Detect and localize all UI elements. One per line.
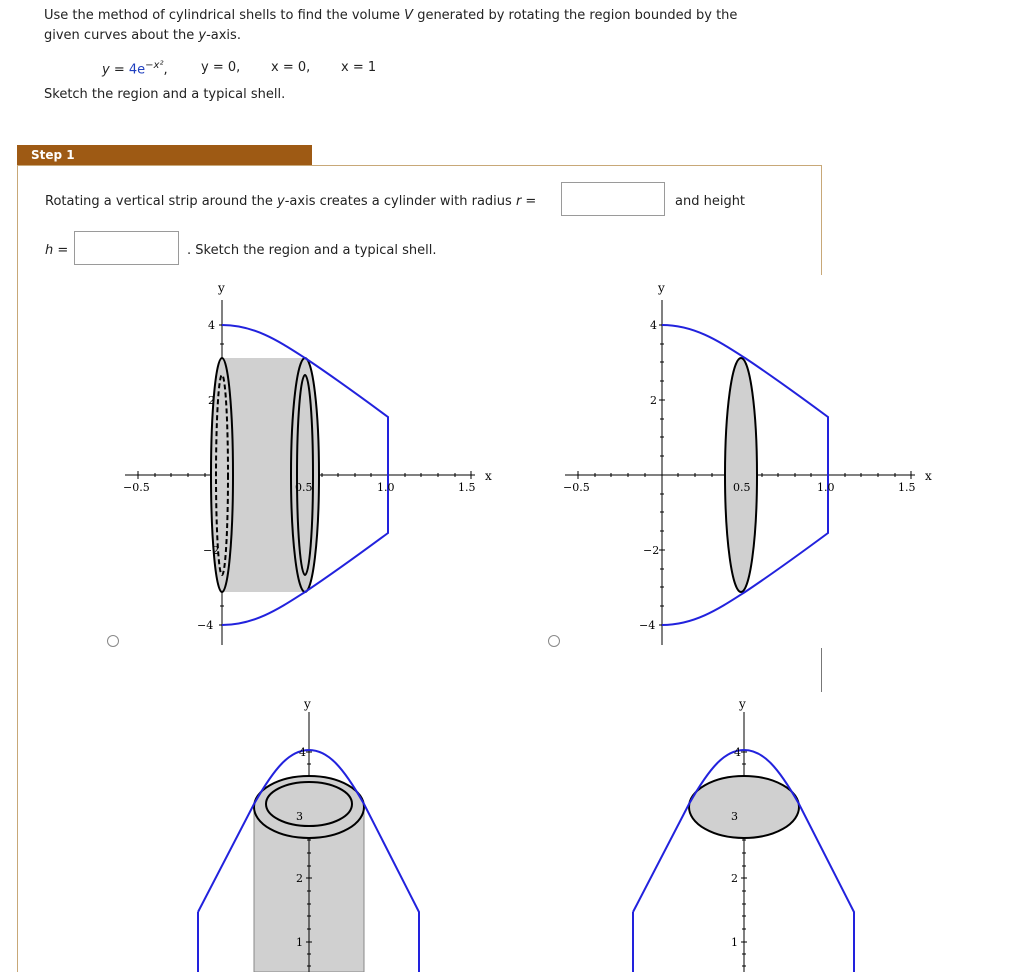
question-instruction: Sketch the region and a typical shell. bbox=[44, 87, 286, 102]
y-tick-label: 4 bbox=[650, 319, 657, 332]
y-tick-label: 4 bbox=[299, 746, 306, 759]
y-tick-label: −2 bbox=[643, 544, 660, 557]
height-variable: h bbox=[45, 243, 54, 258]
shell-outer-end bbox=[291, 358, 319, 592]
y-axis-label: y bbox=[304, 697, 311, 711]
x-axis-label: x bbox=[925, 469, 932, 483]
x-tick-label: 0.5 bbox=[295, 481, 313, 494]
x-tick-label: 0.5 bbox=[733, 481, 751, 494]
y-tick-label: 4 bbox=[734, 746, 741, 759]
y-tick-label: −4 bbox=[639, 619, 656, 632]
graph-option-1 bbox=[115, 280, 495, 650]
step-border-top bbox=[17, 165, 822, 166]
y-tick-label: 4 bbox=[208, 319, 215, 332]
x-tick-label: 1.0 bbox=[377, 481, 395, 494]
x-tick-label: −0.5 bbox=[123, 481, 150, 494]
curve-equation-4: x = 1 bbox=[341, 60, 377, 75]
x-tick-label: 1.0 bbox=[817, 481, 835, 494]
eq-exponent: −x² bbox=[145, 60, 164, 71]
y-tick-label: −4 bbox=[197, 619, 214, 632]
y-tick-label: 2 bbox=[650, 394, 657, 407]
curve-equation-1 bbox=[102, 60, 168, 77]
step-border-left bbox=[17, 165, 18, 972]
graph-option-2 bbox=[555, 280, 945, 650]
y-tick-label: 2 bbox=[731, 872, 738, 885]
shell-top-outer bbox=[254, 776, 364, 838]
x-axis-label: x bbox=[485, 469, 492, 483]
height-label bbox=[45, 243, 68, 258]
y-axis-label: y bbox=[739, 697, 746, 711]
y-tick-label: 2 bbox=[296, 872, 303, 885]
step-text: Rotating a vertical strip around the bbox=[45, 194, 278, 209]
question-text: Use the method of cylindrical shells to find the volume bbox=[44, 8, 405, 23]
eq-sep: , bbox=[163, 62, 168, 78]
height-input[interactable] bbox=[74, 231, 179, 265]
eq-sign: = bbox=[109, 62, 129, 78]
eq-lhs: y bbox=[102, 62, 110, 78]
question-text: generated by rotating the region bounded by the bbox=[413, 8, 738, 23]
step-border-right-lower bbox=[821, 648, 822, 692]
y-tick-label: 2 bbox=[208, 394, 215, 407]
step-text: = bbox=[521, 194, 537, 209]
volume-variable: V bbox=[404, 8, 414, 23]
step-text: -axis creates a cylinder with radius bbox=[284, 194, 516, 209]
radius-input[interactable] bbox=[561, 182, 665, 216]
disk-cross-section bbox=[725, 358, 757, 592]
y-tick-label: 3 bbox=[731, 810, 738, 823]
axis-variable: y bbox=[198, 28, 207, 43]
y-axis-label: y bbox=[658, 281, 665, 295]
x-tick-label: −0.5 bbox=[563, 481, 590, 494]
question-text: given curves about the bbox=[44, 28, 199, 43]
disk-top bbox=[689, 776, 799, 838]
question-text: -axis. bbox=[206, 28, 241, 43]
axis-variable: y bbox=[277, 194, 285, 209]
eq-coef: 4e bbox=[128, 62, 146, 78]
x-tick-label: 1.5 bbox=[898, 481, 916, 494]
question-line-1 bbox=[44, 8, 737, 23]
step-text-height: and height bbox=[675, 194, 746, 209]
step-prompt bbox=[45, 194, 536, 209]
y-tick-label: 1 bbox=[731, 936, 738, 949]
curve-equation-2: y = 0, bbox=[201, 60, 241, 75]
question-line-2 bbox=[44, 28, 241, 43]
radius-variable: r bbox=[515, 194, 522, 209]
x-tick-label: 1.5 bbox=[458, 481, 476, 494]
step-border-right bbox=[821, 165, 822, 275]
step-text-sketch: . Sketch the region and a typical shell. bbox=[187, 243, 437, 258]
y-tick-label: 1 bbox=[296, 936, 303, 949]
graph-option-3 bbox=[190, 692, 430, 972]
step-text: = bbox=[53, 243, 69, 258]
curve-equation-3: x = 0, bbox=[271, 60, 311, 75]
y-tick-label: 3 bbox=[296, 810, 303, 823]
y-axis-label: y bbox=[218, 281, 225, 295]
graph-option-4 bbox=[625, 692, 865, 972]
step-tab: Step 1 bbox=[17, 145, 312, 165]
y-tick-label: −2 bbox=[203, 544, 220, 557]
